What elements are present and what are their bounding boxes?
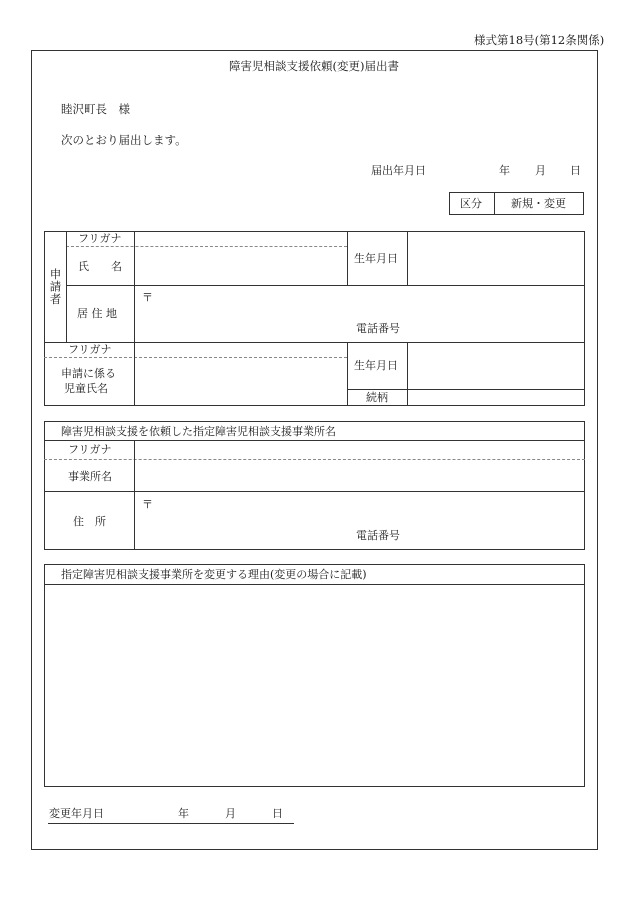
reason-textarea[interactable] <box>46 586 583 785</box>
submit-date-label: 届出年月日 <box>371 164 426 177</box>
office-furigana-label: フリガナ <box>68 443 112 456</box>
office-postal-mark: 〒 <box>142 498 153 511</box>
child-birth-input[interactable] <box>409 343 583 388</box>
submit-date-day-input[interactable] <box>548 160 568 180</box>
change-date-year-label: 年 <box>178 807 189 820</box>
office-address-label: 住 所 <box>73 515 106 528</box>
child-name-label-line2: 児童氏名 <box>64 382 108 395</box>
submit-date-year-label: 年 <box>499 164 510 177</box>
applicant-side-label: 申請者 <box>48 268 63 306</box>
submit-date-month-input[interactable] <box>512 160 532 180</box>
child-furigana-label: フリガナ <box>68 343 112 356</box>
applicant-address-input[interactable] <box>156 288 583 318</box>
change-date-day-label: 日 <box>272 807 283 820</box>
change-date-underline <box>48 823 294 824</box>
child-name-label-line1: 申請に係る <box>61 367 116 380</box>
intro-text: 次のとおり届出します。 <box>61 133 187 147</box>
reason-header: 指定障害児相談支援事業所を変更する理由(変更の場合に記載) <box>61 568 367 581</box>
office-address-input[interactable] <box>156 494 583 524</box>
change-date-day-input[interactable] <box>239 804 269 822</box>
submit-date-day-label: 日 <box>570 164 581 177</box>
applicant-birth-input[interactable] <box>409 232 583 284</box>
applicant-furigana-label: フリガナ <box>78 232 122 245</box>
addressee: 睦沢町長 様 <box>61 102 130 116</box>
category-value[interactable]: 新規・変更 <box>511 197 566 210</box>
change-date-label: 変更年月日 <box>49 807 104 820</box>
form-number: 様式第18号(第12条関係) <box>474 33 605 47</box>
change-date-month-label: 月 <box>225 807 236 820</box>
applicant-postal-mark: 〒 <box>142 291 153 304</box>
applicant-phone-label: 電話番号 <box>356 322 400 335</box>
child-relation-label: 続柄 <box>366 391 388 404</box>
submit-date-year-input[interactable] <box>440 160 495 180</box>
form-title: 障害児相談支援依頼(変更)届出書 <box>229 59 399 73</box>
office-name-input[interactable] <box>136 461 583 490</box>
category-label: 区分 <box>460 197 482 210</box>
applicant-name-input[interactable] <box>136 248 345 284</box>
child-name-input[interactable] <box>136 359 345 405</box>
office-phone-label: 電話番号 <box>356 529 400 542</box>
applicant-furigana-input[interactable] <box>136 232 345 245</box>
office-name-label: 事業所名 <box>68 470 112 483</box>
child-relation-input[interactable] <box>409 390 583 405</box>
applicant-name-label: 氏 名 <box>78 260 122 273</box>
submit-date-month-label: 月 <box>535 164 546 177</box>
applicant-phone-input[interactable] <box>410 320 583 340</box>
change-date-year-input[interactable] <box>112 804 174 822</box>
office-header: 障害児相談支援を依頼した指定障害児相談支援事業所名 <box>61 425 336 438</box>
child-birth-label: 生年月日 <box>354 359 398 372</box>
office-phone-input[interactable] <box>410 527 583 548</box>
office-furigana-input[interactable] <box>136 442 583 458</box>
applicant-address-label: 居 住 地 <box>77 307 117 320</box>
change-date-month-input[interactable] <box>192 804 222 822</box>
applicant-birth-label: 生年月日 <box>354 252 398 265</box>
child-furigana-input[interactable] <box>136 343 345 356</box>
